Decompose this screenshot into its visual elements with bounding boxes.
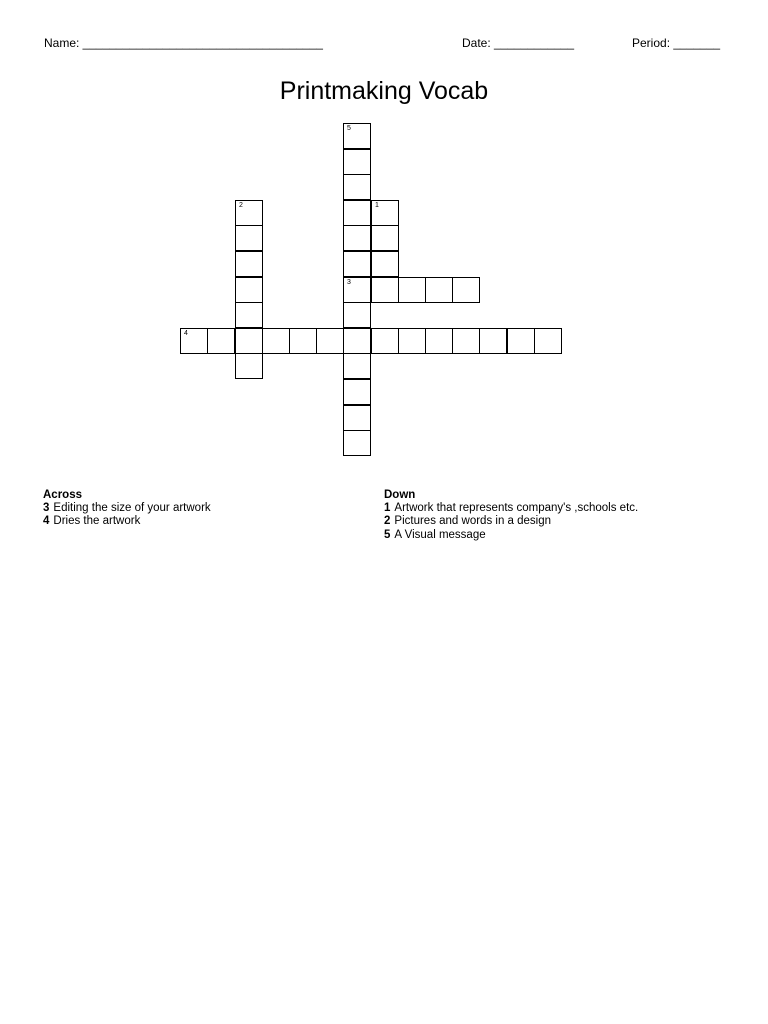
cell-number: 5 <box>347 125 351 132</box>
crossword-cell[interactable] <box>343 149 371 175</box>
crossword-cell[interactable] <box>235 302 263 328</box>
cell-number: 1 <box>375 202 379 209</box>
crossword-cell[interactable] <box>371 328 399 354</box>
date-field[interactable]: Date: ____________ <box>462 36 575 50</box>
clue-number: 4 <box>43 515 50 528</box>
clue-text: Artwork that represents company's ,schools etc. <box>394 502 639 515</box>
crossword-cell[interactable] <box>452 277 480 303</box>
clue-text: Editing the size of your artwork <box>53 502 211 515</box>
period-field[interactable]: Period: _______ <box>632 36 721 50</box>
crossword-grid <box>0 0 768 470</box>
crossword-cell[interactable] <box>235 251 263 277</box>
clue-across-3 <box>43 502 211 515</box>
page-title: Printmaking Vocab <box>279 76 489 105</box>
crossword-cell[interactable] <box>343 277 371 303</box>
down-clues <box>384 489 638 542</box>
crossword-cell[interactable] <box>398 277 426 303</box>
crossword-cell[interactable] <box>343 225 371 251</box>
clue-number: 1 <box>384 502 391 515</box>
cell-number: 3 <box>347 279 351 286</box>
crossword-cell[interactable] <box>235 277 263 303</box>
crossword-cell[interactable] <box>343 200 371 226</box>
down-heading: Down <box>384 489 416 501</box>
crossword-cell[interactable] <box>343 302 371 328</box>
crossword-cell[interactable] <box>479 328 507 354</box>
crossword-cell[interactable] <box>180 328 208 354</box>
crossword-cell[interactable] <box>343 405 371 431</box>
crossword-cell[interactable] <box>398 328 426 354</box>
crossword-cell[interactable] <box>343 174 371 200</box>
cell-number: 4 <box>184 330 188 337</box>
crossword-cell[interactable] <box>343 123 371 149</box>
crossword-cell[interactable] <box>343 328 371 354</box>
crossword-cell[interactable] <box>343 430 371 456</box>
clue-down-1 <box>384 502 638 515</box>
crossword-cell[interactable] <box>371 225 399 251</box>
crossword-cell[interactable] <box>534 328 562 354</box>
across-clues <box>43 489 211 529</box>
crossword-cell[interactable] <box>343 251 371 277</box>
crossword-cell[interactable] <box>371 277 399 303</box>
crossword-cell[interactable] <box>235 328 263 354</box>
crossword-cell[interactable] <box>425 328 453 354</box>
clue-number: 3 <box>43 502 50 515</box>
crossword-cell[interactable] <box>425 277 453 303</box>
clue-down-5 <box>384 529 638 542</box>
crossword-cell[interactable] <box>235 225 263 251</box>
crossword-cell[interactable] <box>343 379 371 405</box>
crossword-cell[interactable] <box>452 328 480 354</box>
across-heading: Across <box>43 489 82 501</box>
clue-number: 2 <box>384 515 391 528</box>
clue-down-2 <box>384 515 638 528</box>
crossword-cell[interactable] <box>262 328 290 354</box>
clue-number: 5 <box>384 528 391 541</box>
clue-across-4 <box>43 515 211 528</box>
crossword-cell[interactable] <box>343 353 371 379</box>
crossword-cell[interactable] <box>371 200 399 226</box>
crossword-cell[interactable] <box>235 200 263 226</box>
name-field[interactable]: Name: ____________________________________ <box>44 36 323 50</box>
clue-text: Dries the artwork <box>53 515 141 528</box>
crossword-cell[interactable] <box>371 251 399 277</box>
crossword-cell[interactable] <box>507 328 535 354</box>
crossword-cell[interactable] <box>207 328 235 354</box>
crossword-cell[interactable] <box>235 353 263 379</box>
crossword-cell[interactable] <box>289 328 317 354</box>
crossword-cell[interactable] <box>316 328 344 354</box>
clue-text: A Visual message <box>394 528 486 541</box>
clue-text: Pictures and words in a design <box>394 515 552 528</box>
cell-number: 2 <box>239 202 243 209</box>
